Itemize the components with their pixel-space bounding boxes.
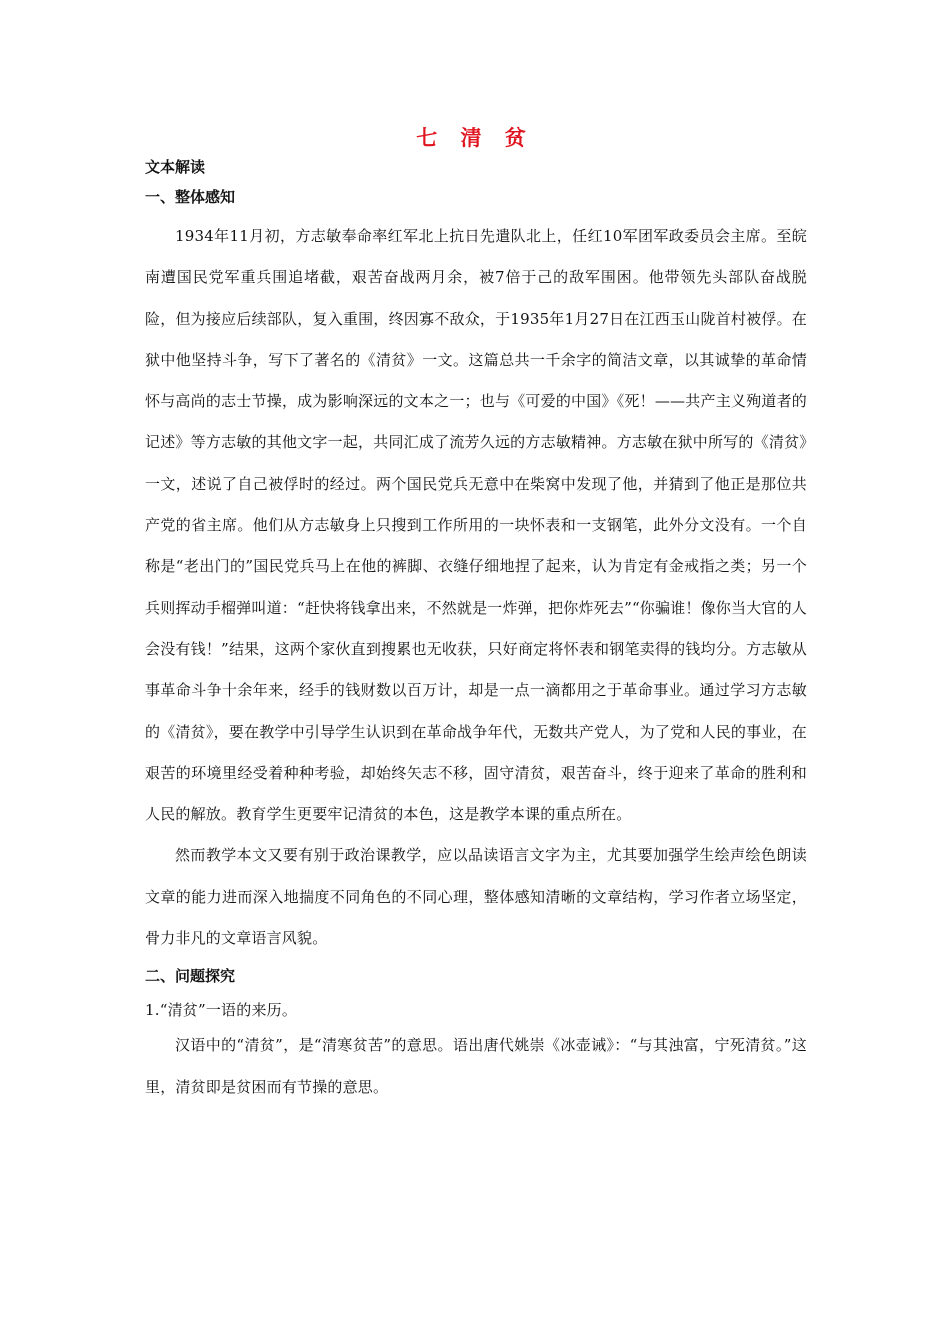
part1-paragraph-2: 然而教学本文又要有别于政治课教学，应以品读语言文字为主，尤其要加强学生绘声绘色朗读文章的能力进而深入地揣度不同角色的不同心理，整体感知清晰的文章结构，学习作者立场坚定，骨力非凡的文章语言风貌。 [145, 846, 807, 948]
part1-heading: 一、整体感知 [145, 188, 236, 206]
part2-answer-1: 汉语中的“清贫”，是“清寒贫苦”的意思。语出唐代姚崇《冰壶诫》：“与其浊富，宁死清贫。”这里，清贫即是贫困而有节操的意思。 [145, 1036, 807, 1096]
document-body [145, 156, 807, 1108]
document-title: 七 清 贫 [416, 126, 534, 150]
section-label: 文本解读 [145, 158, 206, 176]
part2-question-1: 1.“清贫”一语的来历。 [145, 1001, 298, 1020]
part1-paragraph-1: 1934年11月初，方志敏奉命率红军北上抗日先遣队北上，任红10军团军政委员会主席。至皖南遭国民党军重兵围追堵截，艰苦奋战两月余，被7倍于己的敌军围困。他带领先头部队奋战脱险，但为接应后续部队，复入重围，终因寡不敌众，于1935年1月27日在江西玉山陇首村被俘。在狱中他坚持斗争，写下了著名的《清贫》一文。这篇总共一千余字的简洁文章，以其诚挚的革命情怀与高尚的志士节操，成为影响深远的文本之一；也与《可爱的中国》《死！——共产主义殉道者的记述》等方志敏的其他文字一起，共同汇成了流芳久远的方志敏精神。方志敏在狱中所写的《清贫》一文，述说了自己被俘时的经过。两个国民党兵无意中在柴窝中发现了他，并猜到了他正是那位共产党的省主席。他们从方志敏身上只搜到工作所用的一块怀表和一支钢笔，此外分文没有。一个自称是“老出门的”国民党兵马上在他的裤脚、衣缝仔细地捏了起来，认为肯定有金戒指之类；另一个兵则挥动手榴弹叫道：“赶快将钱拿出来，不然就是一炸弹，把你炸死去”“你骗谁！像你当大官的人会没有钱！”结果，这两个家伙直到搜累也无收获，只好商定将怀表和钢笔卖得的钱均分。方志敏从事革命斗争十余年来，经手的钱财数以百万计，却是一点一滴都用之于革命事业。通过学习方志敏的《清贫》，要在教学中引导学生认识到在革命战争年代，无数共产党人，为了党和人民的事业，在艰苦的环境里经受着种种考验，却始终矢志不移，固守清贫，艰苦奋斗，终于迎来了革命的胜利和人民的解放。教育学生更要牢记清贫的本色，这是教学本课的重点所在。 [145, 227, 808, 824]
part2-heading: 二、问题探究 [145, 967, 236, 986]
